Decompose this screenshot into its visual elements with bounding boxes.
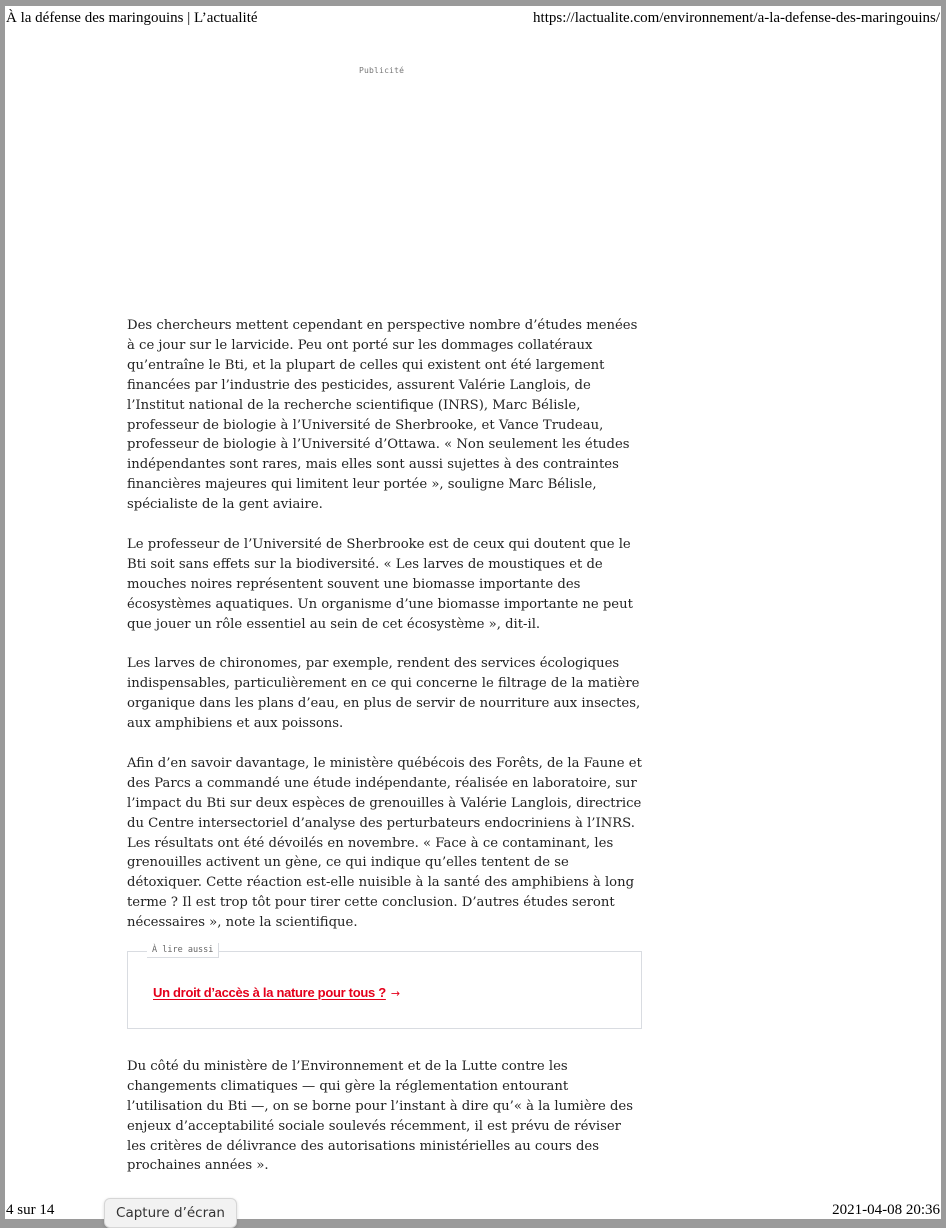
- print-header-url: https://lactualite.com/environnement/a-la-defense-des-maringouins/: [533, 10, 940, 26]
- print-header-title: À la défense des maringouins | L’actualité: [6, 10, 258, 26]
- screenshot-tooltip: Capture d’écran: [104, 1198, 237, 1228]
- article-paragraph: Afin d’en savoir davantage, le ministère québécois des Forêts, de la Faune et des Parcs a commandé une étude indépendante, réalisée en laboratoire, sur l’impact du Bti sur deux espèces de grenouilles à Valérie Langlois, directrice du Centre intersectoriel d’analyse des perturbateurs endocriniens à l’INRS. Les résultats ont été dévoilés en novembre. « Face à ce contaminant, les grenouilles activent un gène, ce qui indique qu’elles tentent de se détoxiquer. Cette réaction est-elle nuisible à la santé des amphibiens à long terme ? Il est trop tôt pour tirer cette conclusion. D’autres études seront nécessaires », note la scientifique.: [127, 755, 642, 931]
- print-page: [5, 6, 941, 1219]
- article-body: [127, 316, 642, 1196]
- print-footer-page-count: 4 sur 14: [6, 1202, 55, 1218]
- article-paragraph: Les larves de chironomes, par exemple, rendent des services écologiques indispensables, particulièrement en ce qui concerne le filtrage de la matière organique dans les plans d’eau, en plus de servir de nourriture aux insectes, aux amphibiens et aux poissons.: [127, 656, 641, 732]
- read-also-link-text[interactable]: Un droit d’accès à la nature pour tous ?: [153, 984, 386, 1000]
- arrow-right-icon: →: [390, 986, 400, 1000]
- article-paragraph: Du côté du ministère de l’Environnement et de la Lutte contre les changements climatiques — qui gère la réglementation entourant l’utilisation du Bti —, on se borne pour l’instant à dire qu’« à la lumière des enjeux d’acceptabilité sociale soulevés récemment, il est prévu de réviser les critères de délivrance des autorisations ministérielles au cours des prochaines années ».: [127, 1058, 633, 1174]
- read-also-link[interactable]: [153, 983, 400, 1004]
- print-footer-datetime: 2021-04-08 20:36: [832, 1202, 940, 1218]
- read-also-box: [127, 944, 642, 1029]
- article-paragraph: Le professeur de l’Université de Sherbrooke est de ceux qui doutent que le Bti soit sans effets sur la biodiversité. « Les larves de moustiques et de mouches noires représentent souvent une biomasse importante des écosystèmes aquatiques. Un organisme d’une biomasse importante ne peut que jouer un rôle essentiel au sein de cet écosystème », dit-il.: [127, 536, 633, 632]
- article-paragraph: Des chercheurs mettent cependant en perspective nombre d’études menées à ce jour sur le larvicide. Peu ont porté sur les dommages collatéraux qu’entraîne le Bti, et la plupart de celles qui existent ont été largement financées par l’industrie des pesticides, assurent Valérie Langlois, de l’Institut national de la recherche scientifique (INRS), Marc Bélisle, professeur de biologie à l’Université de Sherbrooke, et Vance Trudeau, professeur de biologie à l’Université d’Ottawa. « Non seulement les études indépendantes sont rares, mais elles sont aussi sujettes à des contraintes financières majeures qui limitent leur portée », souligne Marc Bélisle, spécialiste de la gent aviaire.: [127, 318, 638, 513]
- advertisement-label: Publicité: [359, 66, 405, 75]
- read-also-label: À lire aussi: [147, 943, 219, 958]
